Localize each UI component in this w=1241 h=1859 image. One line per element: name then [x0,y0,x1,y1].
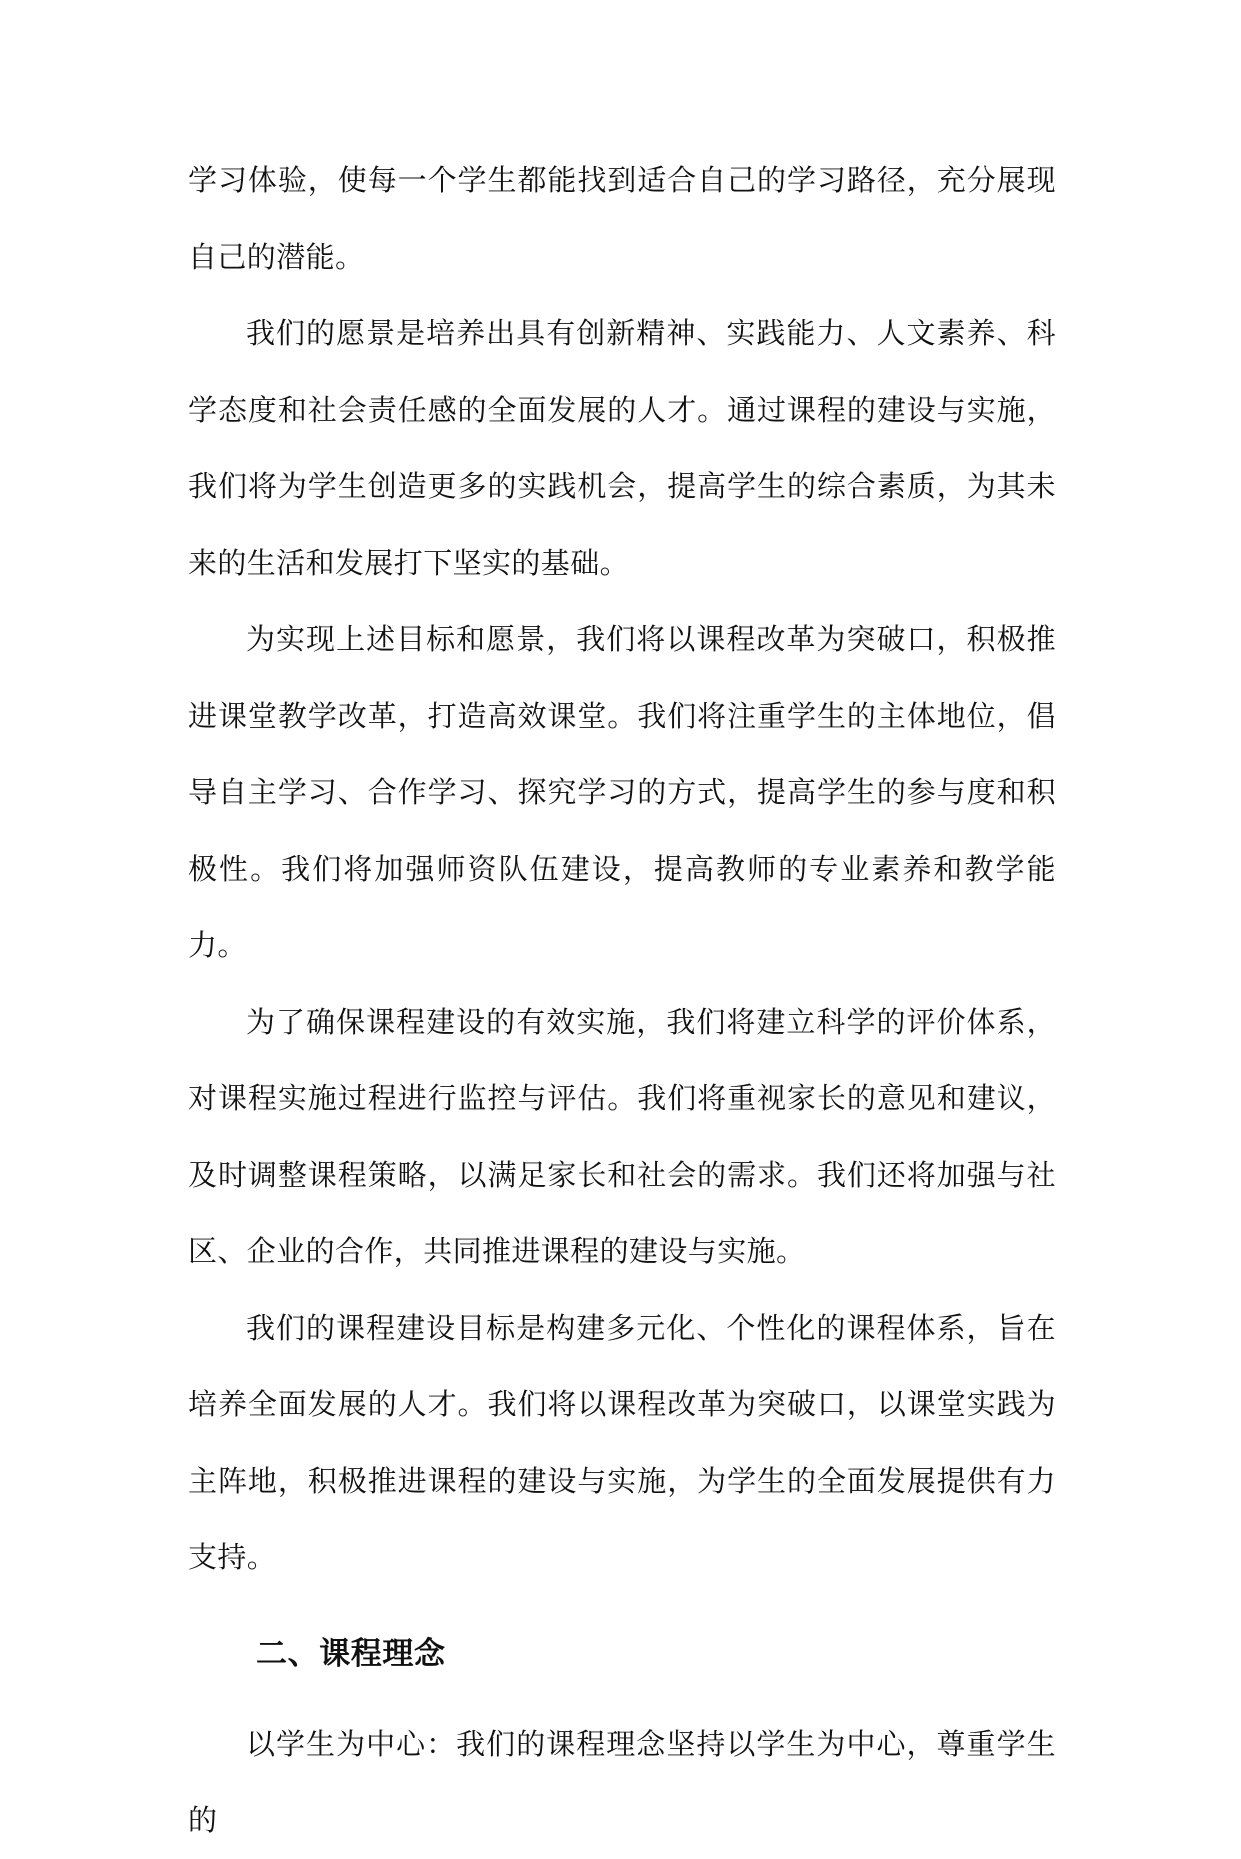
paragraph-vision: 我们的愿景是培养出具有创新精神、实践能力、人文素养、科学态度和社会责任感的全面发展的人才。通过课程的建设与实施，我们将为学生创造更多的实践机会，提高学生的综合素质，为其未来的生活和发展打下坚实的基础。 [188,316,1056,580]
section-heading: 二、课程理念 [256,1635,446,1672]
paragraph-goal: 我们的课程建设目标是构建多元化、个性化的课程体系，旨在培养全面发展的人才。我们将以课程改革为突破口，以课堂实践为主阵地，积极推进课程的建设与实施，为学生的全面发展提供有力支持。 [188,1310,1056,1574]
paragraph-reform: 为实现上述目标和愿景，我们将以课程改革为突破口，积极推进课堂教学改革，打造高效课堂。我们将注重学生的主体地位，倡导自主学习、合作学习、探究学习的方式，提高学生的参与度和积极性。我们将加强师资队伍建设，提高教师的专业素养和教学能力。 [188,622,1056,962]
paragraph-continuation: 学习体验，使每一个学生都能找到适合自己的学习路径，充分展现自己的潜能。 [188,163,1056,274]
document-body [188,142,1056,1859]
paragraph-evaluation: 为了确保课程建设的有效实施，我们将建立科学的评价体系，对课程实施过程进行监控与评估。我们将重视家长的意见和建议，及时调整课程策略，以满足家长和社会的需求。我们还将加强与社区、企业的合作，共同推进课程的建设与实施。 [188,1004,1056,1268]
paragraph-student-centered: 以学生为中心：我们的课程理念坚持以学生为中心，尊重学生的 [188,1726,1056,1837]
